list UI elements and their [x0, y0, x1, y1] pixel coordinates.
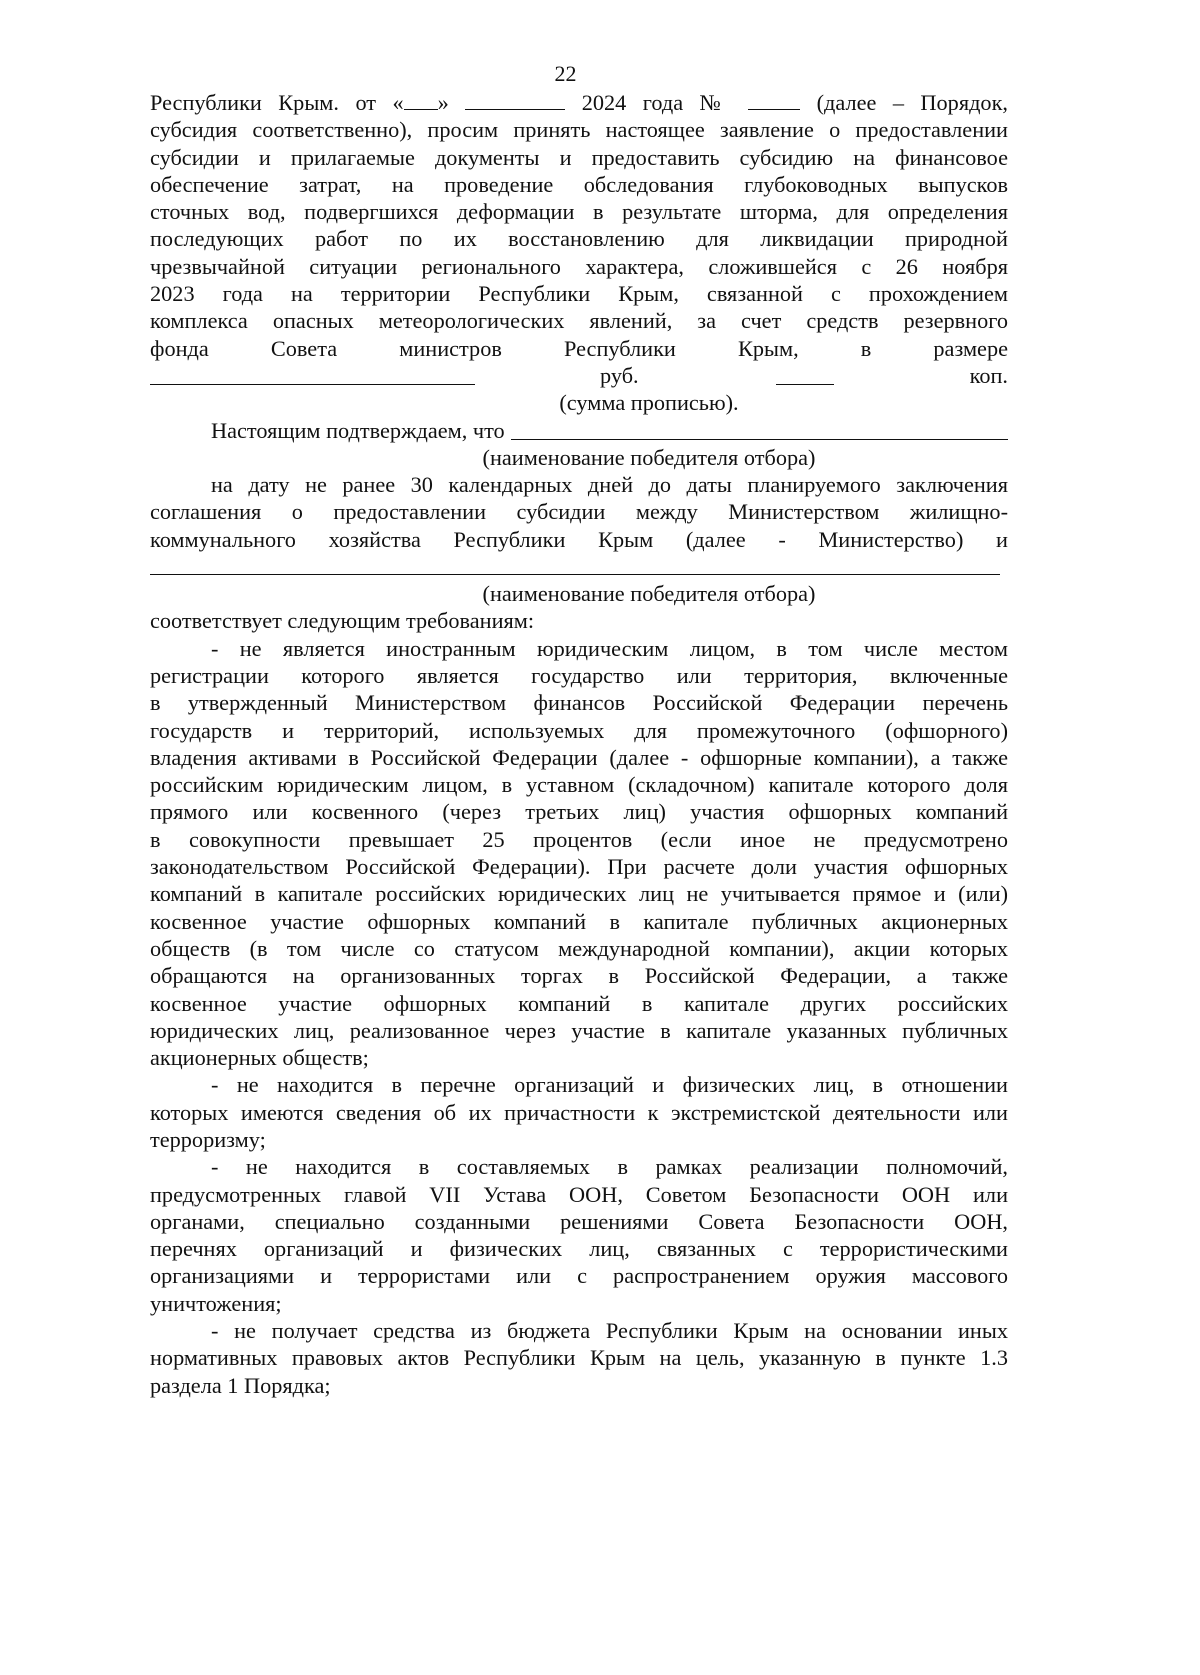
text-line: 2023 года на территории Республики Крым, связанной с прохождением: [150, 281, 1008, 307]
text-line: комплекса опасных метеорологических явлений, за счет средств резервного: [150, 308, 1008, 334]
requirement-line: органами, специально созданными решениями Совета Безопасности ООН,: [150, 1208, 1008, 1234]
requirement-line: законодательством Российской Федерации). При расчете доли участия офшорных: [150, 854, 1008, 880]
document-body: [150, 89, 1008, 1399]
text-fragment: 2024 года №: [581, 90, 732, 115]
text-line: субсидии и прилагаемые документы и предоставить субсидию на финансовое: [150, 144, 1008, 170]
requirement-line: юридических лиц, реализованное через участие в капитале указанных публичных: [150, 1017, 1008, 1043]
requirement-line: перечнях организаций и физических лиц, связанных с террористическими: [150, 1236, 1008, 1262]
text-line: сточных вод, подвергшихся деформации в результате шторма, для определения: [150, 199, 1008, 225]
month-blank: [465, 89, 565, 110]
text-fragment: (далее – Порядок,: [816, 90, 1008, 115]
requirement-line: в утвержденный Министерством финансов Российской Федерации перечень: [150, 690, 1008, 716]
text-line: [150, 89, 1008, 116]
requirement-line: раздела 1 Порядка;: [150, 1372, 331, 1398]
sum-caption: (сумма прописью).: [559, 390, 739, 416]
requirements-intro: соответствует следующим требованиям:: [150, 608, 535, 634]
rubles-blank: [150, 364, 475, 385]
requirement-line: владения активами в Российской Федерации (далее - офшорные компании), а также: [150, 744, 1008, 770]
requirement-line: регистрации которого является государство или территория, включенные: [150, 662, 1008, 688]
requirement-line: - не находится в перечне организаций и физических лиц, в отношении: [211, 1072, 1008, 1098]
text-line: коммунального хозяйства Республики Крым (далее - Министерство) и: [150, 526, 1008, 552]
text-line: соглашения о предоставлении субсидии между Министерством жилищно-: [150, 499, 1008, 525]
number-blank: [748, 89, 800, 110]
requirement-line: косвенное участие офшорных компаний в капитале публичных акционерных: [150, 908, 1008, 934]
requirement-line: организациями и террористами или с распространением оружия массового: [150, 1263, 1008, 1289]
requirement-line: терроризму;: [150, 1126, 266, 1152]
sum-row: [150, 362, 1008, 389]
winner-caption: (наименование победителя отбора): [482, 581, 816, 607]
winner-name-blank: [511, 419, 1008, 440]
requirement-line: акционерных обществ;: [150, 1045, 369, 1071]
requirement-line: косвенное участие офшорных компаний в капитале других российских: [150, 990, 1008, 1016]
requirement-line: которых имеются сведения об их причастности к экстремистской деятельности или: [150, 1099, 1008, 1125]
text-line: обеспечение затрат, на проведение обследования глубоководных выпусков: [150, 171, 1008, 197]
confirm-row: [150, 417, 1008, 444]
requirement-line: предусмотренных главой VII Устава ООН, Советом Безопасности ООН или: [150, 1181, 1008, 1207]
text-line: последующих работ по их восстановлению для ликвидации природной: [150, 226, 1008, 252]
text-line: фонда Совета министров Республики Крым, в размере: [150, 335, 1008, 361]
requirement-line: уничтожения;: [150, 1290, 282, 1316]
text-fragment: Республики Крым. от «: [150, 90, 404, 115]
kop-label: коп.: [969, 362, 1008, 388]
requirement-line: - не получает средства из бюджета Республики Крым на основании иных: [211, 1318, 1008, 1344]
day-blank: [404, 89, 438, 110]
text-fragment: »: [437, 90, 449, 115]
kopecks-blank: [776, 364, 834, 385]
requirement-line: в совокупности превышает 25 процентов (если иное не предусмотрено: [150, 826, 1008, 852]
requirement-line: обращаются на организованных торгах в Российской Федерации, а также: [150, 963, 1008, 989]
page-number: 22: [554, 61, 577, 86]
requirement-line: компаний в капитале российских юридических лиц не учитывается прямое и (или): [150, 881, 1008, 907]
text-line: на дату не ранее 30 календарных дней до даты планируемого заключения: [211, 472, 1008, 498]
text-line: субсидия соответственно), просим принять настоящее заявление о предоставлении: [150, 117, 1008, 143]
requirement-line: - не находится в составляемых в рамках реализации полномочий,: [211, 1154, 1008, 1180]
rub-label: руб.: [600, 362, 639, 388]
requirement-line: прямого или косвенного (через третьих лиц) участия офшорных компаний: [150, 799, 1008, 825]
confirm-text: Настоящим подтверждаем, что: [211, 417, 505, 443]
text-line: чрезвычайной ситуации регионального характера, сложившейся с 26 ноября: [150, 253, 1008, 279]
requirement-line: обществ (в том числе со статусом международной компании), акции которых: [150, 935, 1008, 961]
requirement-line: нормативных правовых актов Республики Крым на цель, указанную в пункте 1.3: [150, 1345, 1008, 1371]
requirement-line: государств и территорий, используемых для промежуточного (офшорного): [150, 717, 1008, 743]
requirement-line: - не является иностранным юридическим лицом, в том числе местом: [211, 635, 1008, 661]
requirement-line: российским юридическим лицом, в уставном (складочном) капитале которого доля: [150, 772, 1008, 798]
winner-caption: (наименование победителя отбора): [482, 444, 816, 470]
winner-name-rule: [150, 553, 1008, 580]
